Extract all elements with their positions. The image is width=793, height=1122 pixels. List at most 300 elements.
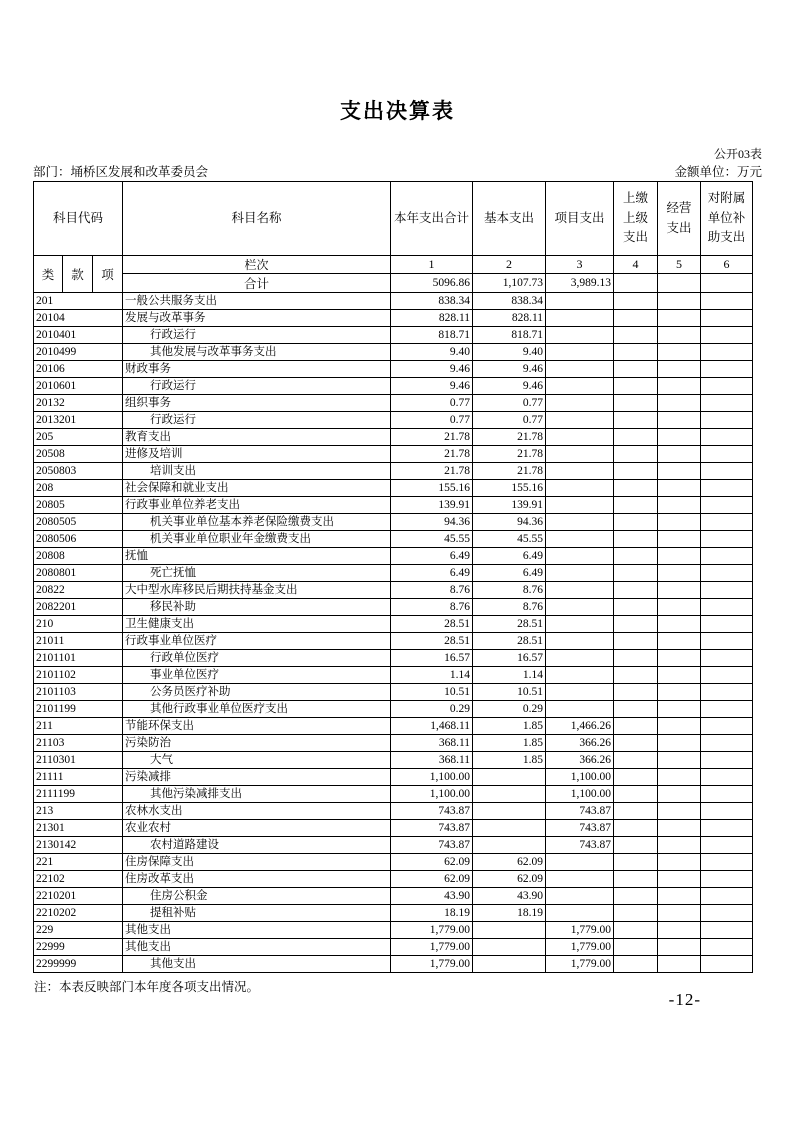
row-basic-cell: 838.34 [473, 293, 546, 310]
row-turned-over-cell [614, 769, 658, 786]
row-total-cell: 43.90 [391, 888, 473, 905]
row-turned-over-cell [614, 531, 658, 548]
total-row-total: 5096.86 [391, 274, 473, 293]
row-name-cell: 污染减排 [123, 769, 391, 786]
row-project-cell [546, 871, 614, 888]
row-subsidy-cell [701, 548, 753, 565]
row-project-cell [546, 344, 614, 361]
row-code-cell: 2082201 [34, 599, 123, 616]
header-project-expenditure: 项目支出 [546, 182, 614, 256]
row-subsidy-cell [701, 514, 753, 531]
row-turned-over-cell [614, 412, 658, 429]
header-col-3: 3 [546, 256, 614, 274]
row-basic-cell: 1.85 [473, 718, 546, 735]
row-code-cell: 208 [34, 480, 123, 497]
row-basic-cell: 155.16 [473, 480, 546, 497]
row-total-cell: 6.49 [391, 548, 473, 565]
row-name-cell: 机关事业单位基本养老保险缴费支出 [123, 514, 391, 531]
table-row [34, 480, 753, 497]
department-line [33, 164, 208, 180]
row-operating-cell [658, 616, 701, 633]
table-row [34, 463, 753, 480]
row-basic-cell [473, 786, 546, 803]
row-total-cell: 838.34 [391, 293, 473, 310]
header-subject-name: 科目名称 [123, 182, 391, 256]
table-row [34, 922, 753, 939]
row-project-cell: 1,779.00 [546, 956, 614, 973]
total-row-basic: 1,107.73 [473, 274, 546, 293]
row-total-cell: 45.55 [391, 531, 473, 548]
header-total-this-year: 本年支出合计 [391, 182, 473, 256]
row-total-cell: 9.46 [391, 361, 473, 378]
table-row [34, 684, 753, 701]
row-operating-cell [658, 514, 701, 531]
row-total-cell: 18.19 [391, 905, 473, 922]
row-operating-cell [658, 769, 701, 786]
row-total-cell: 0.29 [391, 701, 473, 718]
row-project-cell [546, 497, 614, 514]
total-row-subsidy [701, 274, 753, 293]
table-row [34, 820, 753, 837]
total-row-turned-over [614, 274, 658, 293]
row-operating-cell [658, 786, 701, 803]
row-name-cell: 进修及培训 [123, 446, 391, 463]
row-turned-over-cell [614, 752, 658, 769]
row-code-cell: 2110301 [34, 752, 123, 769]
row-basic-cell [473, 956, 546, 973]
row-subsidy-cell [701, 939, 753, 956]
row-subsidy-cell [701, 446, 753, 463]
row-total-cell: 139.91 [391, 497, 473, 514]
row-subsidy-cell [701, 888, 753, 905]
row-name-cell: 大气 [123, 752, 391, 769]
row-name-cell: 农村道路建设 [123, 837, 391, 854]
row-total-cell: 818.71 [391, 327, 473, 344]
row-basic-cell [473, 820, 546, 837]
table-row [34, 633, 753, 650]
table-row [34, 344, 753, 361]
row-project-cell [546, 565, 614, 582]
header-col-2: 2 [473, 256, 546, 274]
row-subsidy-cell [701, 480, 753, 497]
table-row [34, 395, 753, 412]
row-basic-cell: 1.14 [473, 667, 546, 684]
row-project-cell: 1,779.00 [546, 939, 614, 956]
row-name-cell: 公务员医疗补助 [123, 684, 391, 701]
row-total-cell: 1,779.00 [391, 956, 473, 973]
row-project-cell: 1,779.00 [546, 922, 614, 939]
row-basic-cell: 828.11 [473, 310, 546, 327]
table-row [34, 582, 753, 599]
row-basic-cell: 62.09 [473, 854, 546, 871]
row-project-cell: 743.87 [546, 820, 614, 837]
row-project-cell [546, 293, 614, 310]
row-project-cell: 743.87 [546, 803, 614, 820]
row-total-cell: 828.11 [391, 310, 473, 327]
row-basic-cell: 8.76 [473, 599, 546, 616]
row-basic-cell: 6.49 [473, 548, 546, 565]
row-basic-cell [473, 803, 546, 820]
row-project-cell [546, 378, 614, 395]
row-project-cell: 1,100.00 [546, 786, 614, 803]
row-basic-cell: 9.46 [473, 361, 546, 378]
row-code-cell: 2080506 [34, 531, 123, 548]
row-code-cell: 20808 [34, 548, 123, 565]
row-turned-over-cell [614, 395, 658, 412]
row-operating-cell [658, 633, 701, 650]
row-operating-cell [658, 344, 701, 361]
row-code-cell: 210 [34, 616, 123, 633]
row-code-cell: 20508 [34, 446, 123, 463]
row-turned-over-cell [614, 548, 658, 565]
row-basic-cell: 8.76 [473, 582, 546, 599]
row-subsidy-cell [701, 820, 753, 837]
row-total-cell: 9.40 [391, 344, 473, 361]
table-row [34, 310, 753, 327]
row-code-cell: 2050803 [34, 463, 123, 480]
row-subsidy-cell [701, 531, 753, 548]
unit-label: 金额单位：万元 [674, 165, 762, 179]
table-row [34, 616, 753, 633]
row-subsidy-cell [701, 786, 753, 803]
header-col-6: 6 [701, 256, 753, 274]
table-row [34, 429, 753, 446]
row-code-cell: 22102 [34, 871, 123, 888]
table-code: 公开03表 [713, 147, 762, 161]
row-total-cell: 1,779.00 [391, 939, 473, 956]
row-code-cell: 2080505 [34, 514, 123, 531]
row-basic-cell [473, 837, 546, 854]
row-subsidy-cell [701, 956, 753, 973]
row-turned-over-cell [614, 684, 658, 701]
row-basic-cell: 0.77 [473, 412, 546, 429]
header-col-item: 项 [93, 256, 123, 293]
row-project-cell [546, 633, 614, 650]
row-basic-cell: 9.40 [473, 344, 546, 361]
row-name-cell: 大中型水库移民后期扶持基金支出 [123, 582, 391, 599]
row-total-cell: 62.09 [391, 854, 473, 871]
table-row [34, 446, 753, 463]
table-row [34, 293, 753, 310]
row-operating-cell [658, 497, 701, 514]
row-project-cell [546, 531, 614, 548]
row-turned-over-cell [614, 327, 658, 344]
row-operating-cell [658, 752, 701, 769]
header-subsidy: 对附属单位补助支出 [701, 182, 753, 256]
expenditure-table [33, 181, 753, 973]
table-row [34, 888, 753, 905]
row-operating-cell [658, 871, 701, 888]
row-subsidy-cell [701, 854, 753, 871]
row-turned-over-cell [614, 429, 658, 446]
row-operating-cell [658, 293, 701, 310]
table-row [34, 786, 753, 803]
table-row [34, 361, 753, 378]
row-basic-cell: 21.78 [473, 429, 546, 446]
row-total-cell: 1.14 [391, 667, 473, 684]
row-turned-over-cell [614, 361, 658, 378]
row-basic-cell: 18.19 [473, 905, 546, 922]
row-total-cell: 8.76 [391, 582, 473, 599]
row-code-cell: 20106 [34, 361, 123, 378]
row-operating-cell [658, 463, 701, 480]
row-subsidy-cell [701, 633, 753, 650]
row-name-cell: 行政运行 [123, 412, 391, 429]
row-total-cell: 8.76 [391, 599, 473, 616]
row-project-cell [546, 480, 614, 497]
row-code-cell: 213 [34, 803, 123, 820]
row-turned-over-cell [614, 582, 658, 599]
row-project-cell: 1,466.26 [546, 718, 614, 735]
row-subsidy-cell [701, 361, 753, 378]
row-total-cell: 21.78 [391, 463, 473, 480]
row-name-cell: 农业农村 [123, 820, 391, 837]
row-project-cell [546, 616, 614, 633]
table-row [34, 327, 753, 344]
row-total-cell: 1,100.00 [391, 769, 473, 786]
row-subsidy-cell [701, 684, 753, 701]
row-basic-cell [473, 769, 546, 786]
row-subsidy-cell [701, 905, 753, 922]
row-basic-cell: 1.85 [473, 752, 546, 769]
row-operating-cell [658, 667, 701, 684]
row-code-cell: 2210202 [34, 905, 123, 922]
row-turned-over-cell [614, 293, 658, 310]
row-name-cell: 发展与改革事务 [123, 310, 391, 327]
row-turned-over-cell [614, 718, 658, 735]
row-project-cell [546, 582, 614, 599]
row-subsidy-cell [701, 395, 753, 412]
row-turned-over-cell [614, 599, 658, 616]
row-name-cell: 其他发展与改革事务支出 [123, 344, 391, 361]
row-basic-cell: 0.29 [473, 701, 546, 718]
table-row [34, 412, 753, 429]
table-row [34, 854, 753, 871]
row-basic-cell [473, 939, 546, 956]
row-subsidy-cell [701, 837, 753, 854]
table-row [34, 701, 753, 718]
row-operating-cell [658, 548, 701, 565]
row-code-cell: 20132 [34, 395, 123, 412]
table-row [34, 514, 753, 531]
row-basic-cell: 818.71 [473, 327, 546, 344]
row-turned-over-cell [614, 667, 658, 684]
row-subsidy-cell [701, 871, 753, 888]
row-operating-cell [658, 565, 701, 582]
row-name-cell: 事业单位医疗 [123, 667, 391, 684]
table-row [34, 548, 753, 565]
table-row [34, 378, 753, 395]
row-basic-cell: 94.36 [473, 514, 546, 531]
row-total-cell: 62.09 [391, 871, 473, 888]
page-title: 支出决算表 [340, 100, 455, 123]
row-subsidy-cell [701, 599, 753, 616]
row-project-cell [546, 854, 614, 871]
row-name-cell: 社会保障和就业支出 [123, 480, 391, 497]
table-row [34, 837, 753, 854]
total-row-label: 合计 [123, 274, 391, 293]
row-name-cell: 行政单位医疗 [123, 650, 391, 667]
row-total-cell: 1,100.00 [391, 786, 473, 803]
row-total-cell: 94.36 [391, 514, 473, 531]
table-body [34, 293, 753, 973]
row-code-cell: 2101103 [34, 684, 123, 701]
row-name-cell: 农林水支出 [123, 803, 391, 820]
row-project-cell: 366.26 [546, 735, 614, 752]
row-total-cell: 21.78 [391, 446, 473, 463]
row-operating-cell [658, 956, 701, 973]
row-turned-over-cell [614, 905, 658, 922]
row-basic-cell: 21.78 [473, 446, 546, 463]
total-row [34, 274, 753, 293]
row-turned-over-cell [614, 871, 658, 888]
row-code-cell: 20822 [34, 582, 123, 599]
total-row-operating [658, 274, 701, 293]
row-total-cell: 28.51 [391, 616, 473, 633]
row-project-cell [546, 701, 614, 718]
table-row [34, 667, 753, 684]
row-operating-cell [658, 599, 701, 616]
table-row [34, 803, 753, 820]
row-code-cell: 20104 [34, 310, 123, 327]
header-lanci: 栏次 [123, 256, 391, 274]
row-subsidy-cell [701, 327, 753, 344]
row-total-cell: 0.77 [391, 412, 473, 429]
row-total-cell: 9.46 [391, 378, 473, 395]
row-subsidy-cell [701, 344, 753, 361]
row-name-cell: 其他支出 [123, 922, 391, 939]
row-operating-cell [658, 701, 701, 718]
row-project-cell [546, 548, 614, 565]
row-total-cell: 368.11 [391, 735, 473, 752]
row-total-cell: 16.57 [391, 650, 473, 667]
row-turned-over-cell [614, 650, 658, 667]
row-turned-over-cell [614, 497, 658, 514]
row-name-cell: 住房改革支出 [123, 871, 391, 888]
row-name-cell: 节能环保支出 [123, 718, 391, 735]
row-operating-cell [658, 429, 701, 446]
table-row [34, 905, 753, 922]
row-code-cell: 2299999 [34, 956, 123, 973]
meta-row [33, 164, 762, 180]
table-row [34, 871, 753, 888]
row-basic-cell: 28.51 [473, 616, 546, 633]
row-project-cell [546, 446, 614, 463]
row-code-cell: 22999 [34, 939, 123, 956]
row-operating-cell [658, 361, 701, 378]
row-basic-cell: 1.85 [473, 735, 546, 752]
row-operating-cell [658, 837, 701, 854]
row-operating-cell [658, 922, 701, 939]
row-basic-cell [473, 922, 546, 939]
row-operating-cell [658, 820, 701, 837]
total-row-project: 3,989.13 [546, 274, 614, 293]
row-project-cell [546, 361, 614, 378]
row-turned-over-cell [614, 854, 658, 871]
row-turned-over-cell [614, 633, 658, 650]
row-basic-cell: 62.09 [473, 871, 546, 888]
row-total-cell: 0.77 [391, 395, 473, 412]
row-subsidy-cell [701, 293, 753, 310]
row-project-cell [546, 310, 614, 327]
row-name-cell: 其他支出 [123, 956, 391, 973]
row-subsidy-cell [701, 752, 753, 769]
row-name-cell: 其他行政事业单位医疗支出 [123, 701, 391, 718]
row-name-cell: 移民补助 [123, 599, 391, 616]
table-row [34, 939, 753, 956]
row-operating-cell [658, 446, 701, 463]
header-basic-expenditure: 基本支出 [473, 182, 546, 256]
department-name: 埇桥区发展和改革委员会 [70, 165, 209, 179]
row-project-cell [546, 599, 614, 616]
row-code-cell: 20805 [34, 497, 123, 514]
row-operating-cell [658, 888, 701, 905]
row-subsidy-cell [701, 701, 753, 718]
header-operating: 经营支出 [658, 182, 701, 256]
table-row [34, 565, 753, 582]
row-operating-cell [658, 905, 701, 922]
row-project-cell [546, 888, 614, 905]
row-operating-cell [658, 480, 701, 497]
row-name-cell: 提租补贴 [123, 905, 391, 922]
row-operating-cell [658, 803, 701, 820]
header-row-main [34, 182, 753, 256]
row-code-cell: 21111 [34, 769, 123, 786]
row-total-cell: 1,779.00 [391, 922, 473, 939]
row-project-cell: 366.26 [546, 752, 614, 769]
table-row [34, 599, 753, 616]
row-turned-over-cell [614, 310, 658, 327]
row-name-cell: 行政事业单位医疗 [123, 633, 391, 650]
row-code-cell: 21011 [34, 633, 123, 650]
row-project-cell [546, 514, 614, 531]
row-turned-over-cell [614, 463, 658, 480]
page-number: -12- [668, 990, 701, 1009]
row-name-cell: 机关事业单位职业年金缴费支出 [123, 531, 391, 548]
row-code-cell: 2101102 [34, 667, 123, 684]
row-operating-cell [658, 650, 701, 667]
row-basic-cell: 9.46 [473, 378, 546, 395]
row-name-cell: 死亡抚恤 [123, 565, 391, 582]
row-operating-cell [658, 327, 701, 344]
row-project-cell [546, 667, 614, 684]
row-turned-over-cell [614, 344, 658, 361]
row-turned-over-cell [614, 514, 658, 531]
row-subsidy-cell [701, 565, 753, 582]
row-code-cell: 21103 [34, 735, 123, 752]
row-subsidy-cell [701, 650, 753, 667]
row-turned-over-cell [614, 888, 658, 905]
header-col-class: 类 [34, 256, 63, 293]
row-code-cell: 2101101 [34, 650, 123, 667]
row-turned-over-cell [614, 480, 658, 497]
row-turned-over-cell [614, 446, 658, 463]
row-code-cell: 2111199 [34, 786, 123, 803]
row-basic-cell: 6.49 [473, 565, 546, 582]
row-code-cell: 229 [34, 922, 123, 939]
row-name-cell: 行政运行 [123, 327, 391, 344]
row-operating-cell [658, 854, 701, 871]
row-name-cell: 其他支出 [123, 939, 391, 956]
row-subsidy-cell [701, 922, 753, 939]
table-row [34, 769, 753, 786]
header-subject-code: 科目代码 [34, 182, 123, 256]
row-basic-cell: 0.77 [473, 395, 546, 412]
row-name-cell: 行政事业单位养老支出 [123, 497, 391, 514]
row-turned-over-cell [614, 820, 658, 837]
row-project-cell [546, 412, 614, 429]
row-operating-cell [658, 412, 701, 429]
